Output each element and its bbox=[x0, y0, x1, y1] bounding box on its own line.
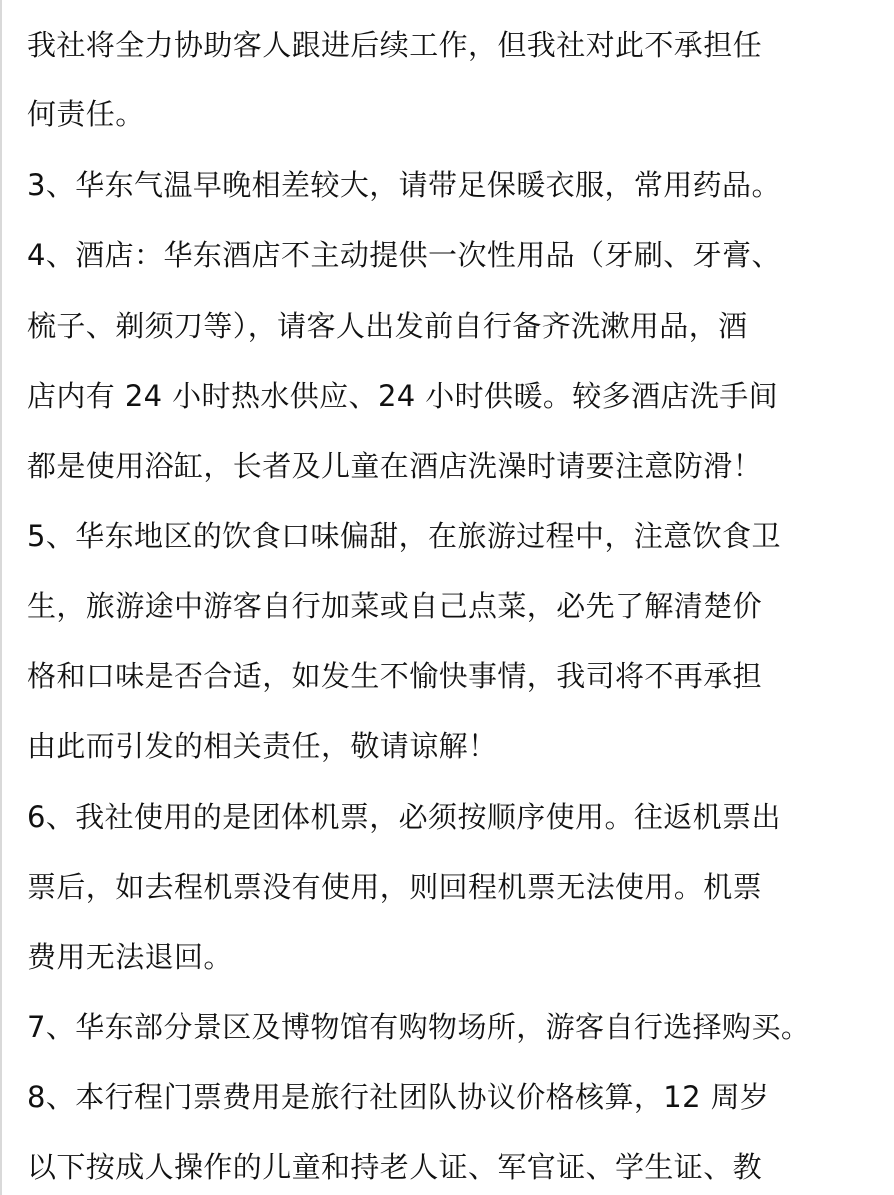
text-line-4: 4、酒店：华东酒店不主动提供一次性用品（牙刷、牙膏、 bbox=[27, 238, 781, 272]
text-line-3: 3、华东气温早晚相差较大，请带足保暖衣服，常用药品。 bbox=[27, 168, 781, 202]
text-line-7: 都是使用浴缸，长者及儿童在酒店洗澡时请要注意防滑！ bbox=[27, 449, 763, 483]
text-line-5: 梳子、剃须刀等），请客人出发前自行备齐洗漱用品，酒 bbox=[27, 309, 748, 343]
text-line-13: 票后，如去程机票没有使用，则回程机票无法使用。机票 bbox=[27, 870, 763, 904]
text-line-15: 7、华东部分景区及博物馆有购物场所，游客自行选择购买。 bbox=[27, 1010, 811, 1044]
text-line-14: 费用无法退回。 bbox=[27, 940, 233, 974]
text-line-2: 何责任。 bbox=[27, 97, 145, 131]
text-line-6: 店内有 24 小时热水供应、24 小时供暖。较多酒店洗手间 bbox=[27, 379, 779, 413]
text-line-17: 以下按成人操作的儿童和持老人证、军官证、学生证、教 bbox=[27, 1150, 763, 1184]
text-line-1: 我社将全力协助客人跟进后续工作，但我社对此不承担任 bbox=[27, 28, 763, 62]
page-edge bbox=[0, 0, 2, 1195]
text-line-12: 6、我社使用的是团体机票，必须按顺序使用。往返机票出 bbox=[27, 800, 781, 834]
text-line-8: 5、华东地区的饮食口味偏甜，在旅游过程中，注意饮食卫 bbox=[27, 519, 781, 553]
text-line-16: 8、本行程门票费用是旅行社团队协议价格核算，12 周岁 bbox=[27, 1080, 770, 1114]
text-line-11: 由此而引发的相关责任，敬请谅解！ bbox=[27, 729, 498, 763]
text-line-10: 格和口味是否合适，如发生不愉快事情，我司将不再承担 bbox=[27, 659, 763, 693]
text-line-9: 生，旅游途中游客自行加菜或自己点菜，必先了解清楚价 bbox=[27, 589, 763, 623]
